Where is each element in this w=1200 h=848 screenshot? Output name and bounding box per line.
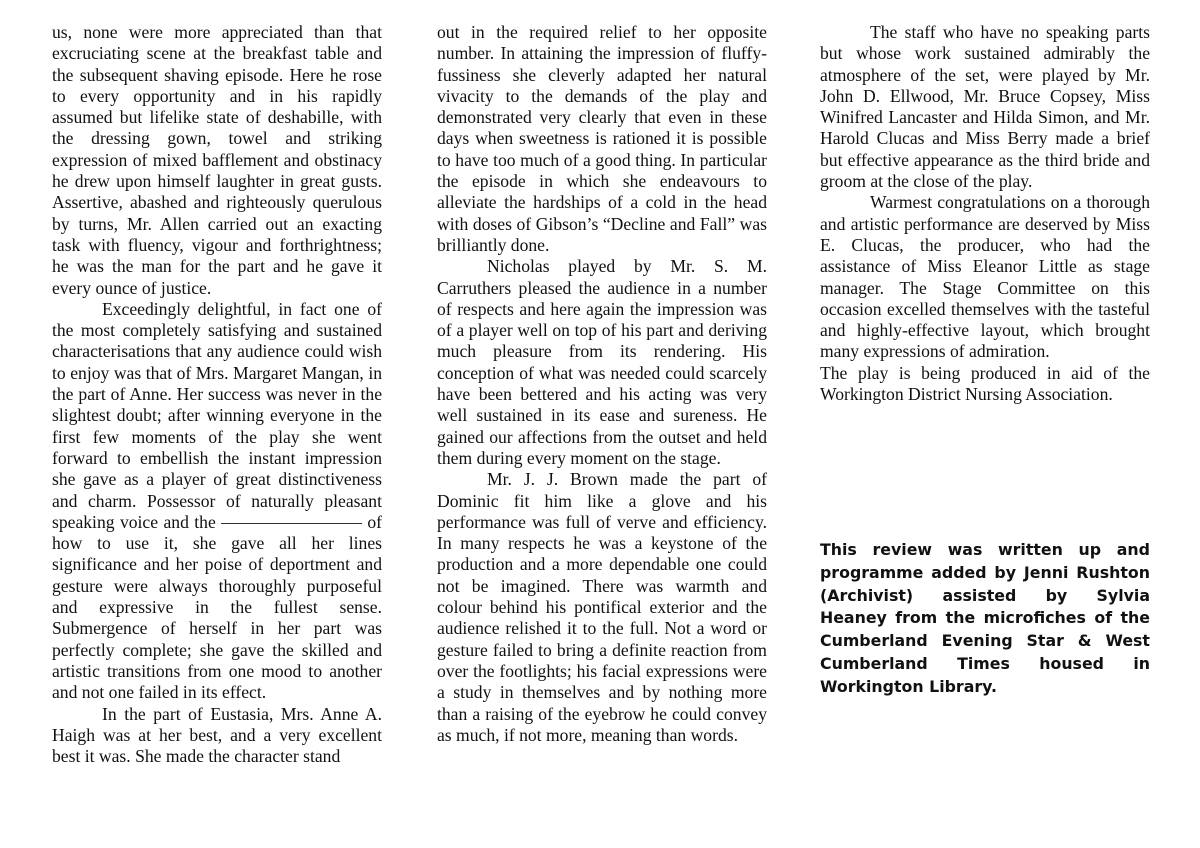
column-1	[52, 22, 382, 767]
paragraph: us, none were more appreciated than that excruciating scene at the breakfast table and the subsequent shaving episode. Here he rose to every opportunity and in his rapidly assumed but lifelike state of deshabille, with the dressing gown, towel and striking expression of mixed bafflement and obstinacy he drew upon himself laughter in great gusts. Assertive, abashed and righteously querulous by turns, Mr. Allen carried out an exacting task with fluency, vigour and forthrightness; he was the man for the part and he gave it every ounce of justice.	[52, 22, 382, 298]
paragraph: The staff who have no speaking parts but whose work sustained admirably the atmosphere of the set, were played by Mr. John D. Ellwood, Mr. Bruce Copsey, Miss Winifred Lancaster and Hilda Simon, and Mr. Harold Clucas and Miss Berry made a brief but effective appearance as the third bride and groom at the close of the play.	[820, 22, 1150, 192]
paragraph: Warmest congratulations on a thorough and artistic performance are deserved by Miss E. Clucas, the producer, who had the assistance of Miss Eleanor Little as stage manager. The Stage Committee on this occasion excelled themselves with the tasteful and highly-effective layout, which brought many expressions of admiration.	[820, 192, 1150, 362]
paragraph: In the part of Eustasia, Mrs. Anne A. Haigh was at her best, and a very excellent best it was. She made the character stand	[52, 703, 382, 767]
column-3	[820, 22, 1150, 405]
paragraph: Mr. J. J. Brown made the part of Dominic fit him like a glove and his performance was full of verve and efficiency. In many respects he was a keystone of the production and a more dependable one could not be imagined. There was warmth and colour behind his pontifical exterior and the audience relished it to the full. Not a word or gesture failed to bring a definite reaction from over the footlights; his facial expressions were a study in themselves and by nothing more than a raising of the eyebrow he could convey as much, if not more, meaning than words.	[437, 469, 767, 745]
paragraph: out in the required relief to her opposite number. In attaining the impression of fluffy-fussiness she cleverly adapted her natural vivacity to the demands of the play and demonstrated very clearly that even in these days when sweetness is rationed it is possible to have too much of a good thing. In particular the episode in which she endeavours to alleviate the hardships of a cold in the head with doses of Gibson’s “Decline and Fall” was brilliantly done.	[437, 22, 767, 255]
paragraph: Nicholas played by Mr. S. M. Carruthers pleased the audience in a number of respects and here again the impression was of a player well on top of his part and deriving much pleasure from its rendering. His conception of what was needed could scarcely have been bettered and his acting was very well sustained in its ease and sureness. He gained our affections from the outset and held them during every moment on the stage.	[437, 256, 767, 468]
paragraph: Exceedingly delightful, in fact one of the most completely satisfying and sustained characterisations that any audience could wish to enjoy was that of Mrs. Margaret Mangan, in the part of Anne. Her success was never in the slightest doubt; after winning everyone in the first few moments of the play she went forward to embellish the instant impression she gave as a player of great distinctiveness and charm. Possessor of naturally pleasant speaking voice and the ———————— of how to use it, she gave all her lines significance and her poise of deportment and gesture were always thoroughly purposeful and expressive in the fullest sense. Submergence of herself in her part was perfectly complete; she gave the skilled and artistic transitions from one mood to another and not one failed in its effect.	[52, 298, 382, 703]
column-2	[437, 22, 767, 746]
credit-note: This review was written up and programme added by Jenni Rushton (Archivist) assisted by Sylvia Heaney from the microfiches of the Cumberland Evening Star & West Cumberland Times housed in Workington Library.	[820, 540, 1150, 696]
paragraph: The play is being produced in aid of the Workington District Nursing Association.	[820, 362, 1150, 405]
